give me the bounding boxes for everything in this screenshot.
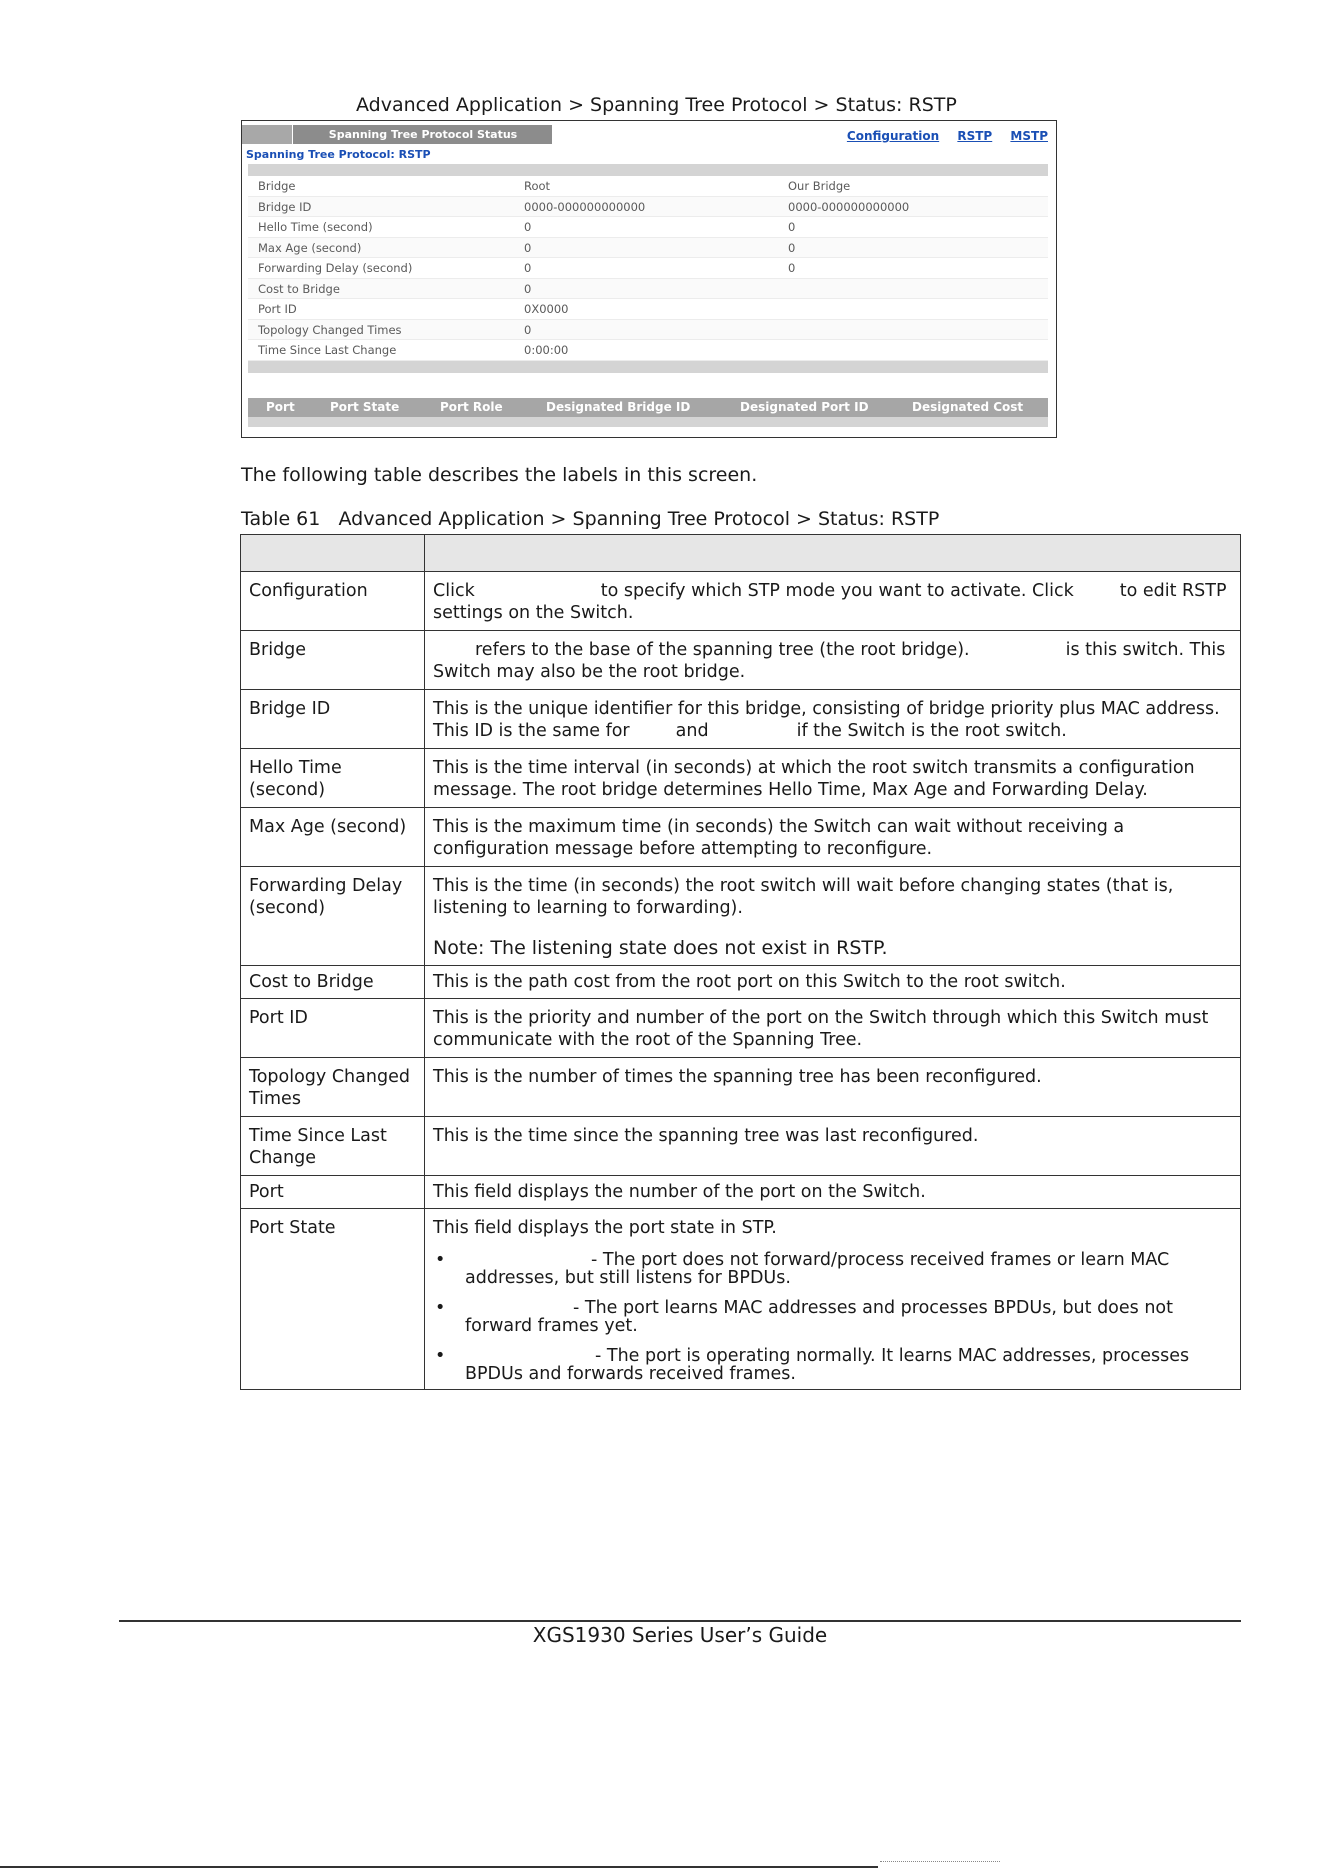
row-label: Cost to Bridge xyxy=(258,281,340,296)
row-description: Click to specify which STP mode you want to activate. Click to edit RSTP settings on the Switch. xyxy=(425,572,1241,631)
bottom-mark xyxy=(880,1861,1000,1870)
bottom-divider xyxy=(0,1866,878,1868)
table-row xyxy=(241,690,1241,749)
row-label: Max Age (second) xyxy=(258,240,362,255)
row-label: Hello Time (second) xyxy=(258,220,373,234)
row-description: This is the path cost from the root port on this Switch to the root switch. xyxy=(425,966,1241,999)
col-designated-cost: Designated Cost xyxy=(912,400,1024,414)
table-row xyxy=(241,1058,1241,1117)
row-description: This is the time interval (in seconds) at which the root switch transmits a configuration message. The root bridge determines Hello Time, Max Age and Forwarding Delay. xyxy=(425,749,1241,808)
status-table xyxy=(248,164,1048,373)
col-port-state: Port State xyxy=(330,400,400,414)
row-description: This is the number of times the spanning tree has been reconfigured. xyxy=(425,1058,1241,1117)
row-description: This field displays the port state in STP. • - The port does not forward/process received frames or learn MAC addresses, but still listens for BPDUs. • - The port learns MAC addresses and processes BPDUs, but does not forward frames yet. • - The port is operating normally. It learns MAC addresses, processes BPDUs and forwards received frames. xyxy=(425,1209,1241,1390)
status-row xyxy=(248,299,1048,320)
table-row xyxy=(241,1176,1241,1209)
table-row xyxy=(241,631,1241,690)
intro-text: The following table describes the labels in this screen. xyxy=(241,464,758,486)
panel-links xyxy=(833,129,1048,143)
row-root-value: 0 xyxy=(524,261,532,275)
row-label: Port ID xyxy=(258,302,297,316)
table-row xyxy=(241,572,1241,631)
mstp-link[interactable]: MSTP xyxy=(1010,129,1048,143)
footer-divider xyxy=(119,1620,1241,1622)
bullet-item: • - The port learns MAC addresses and processes BPDUs, but does not forward frames yet. xyxy=(433,1299,1232,1335)
col-port: Port xyxy=(266,400,295,414)
status-row xyxy=(248,279,1048,300)
status-row xyxy=(248,258,1048,279)
row-label: Cost to Bridge xyxy=(241,966,425,999)
row-our-value: 0 xyxy=(788,261,796,275)
row-description: This is the unique identifier for this bridge, consisting of bridge priority plus MAC address. This ID is the same for and if the Switch is the root switch. xyxy=(425,690,1241,749)
row-root-value: 0:00:00 xyxy=(524,343,569,357)
row-root-value: 0000-000000000000 xyxy=(524,199,646,214)
row-label: Forwarding Delay (second) xyxy=(258,261,413,275)
row-label: Bridge ID xyxy=(241,690,425,749)
row-description: This is the priority and number of the port on the Switch through which this Switch must communicate with the root of the Spanning Tree. xyxy=(425,999,1241,1058)
row-label: Max Age (second) xyxy=(241,808,425,867)
row-label: Hello Time (second) xyxy=(241,749,425,808)
row-root-value: 0 xyxy=(524,322,532,337)
stp-status-screenshot xyxy=(241,120,1057,438)
row-label: Bridge ID xyxy=(258,199,312,214)
panel-tab xyxy=(242,125,552,144)
row-root-value: 0X0000 xyxy=(524,302,569,316)
row-our-value: 0 xyxy=(788,240,796,255)
table-row xyxy=(241,1117,1241,1176)
bullet-item: • - The port does not forward/process received frames or learn MAC addresses, but still listens for BPDUs. xyxy=(433,1251,1232,1287)
note-text: Note: The listening state does not exist in RSTP. xyxy=(433,937,888,959)
port-table-header xyxy=(248,398,1048,427)
row-label: Port ID xyxy=(241,999,425,1058)
page-footer: XGS1930 Series User’s Guide xyxy=(532,1623,828,1647)
row-root-value: 0 xyxy=(524,281,532,296)
row-label: Configuration xyxy=(241,572,425,631)
status-row xyxy=(248,340,1048,361)
header-bridge: Bridge xyxy=(258,179,296,193)
configuration-link[interactable]: Configuration xyxy=(846,129,940,143)
table-row xyxy=(241,999,1241,1058)
row-label: Port State xyxy=(241,1209,425,1390)
row-label: Time Since Last Change xyxy=(241,1117,425,1176)
row-description: refers to the base of the spanning tree (the root bridge). is this switch. This Switch may also be the root bridge. xyxy=(425,631,1241,690)
row-our-value: 0000-000000000000 xyxy=(788,199,910,214)
row-description: This is the time (in seconds) the root switch will wait before changing states (that is, listening to learning to forwarding). Note: The listening state does not exist in RSTP. xyxy=(425,867,1241,966)
table-row xyxy=(241,808,1241,867)
row-root-value: 0 xyxy=(524,240,532,255)
status-row xyxy=(248,217,1048,238)
rstp-link[interactable]: RSTP xyxy=(957,129,993,143)
row-label: Bridge xyxy=(241,631,425,690)
col-designated-port-id: Designated Port ID xyxy=(740,400,869,414)
row-description: This is the maximum time (in seconds) the Switch can wait without receiving a configuration message before attempting to reconfigure. xyxy=(425,808,1241,867)
status-header-row xyxy=(248,176,1048,197)
header-our-bridge: Our Bridge xyxy=(788,179,851,193)
col-port-role: Port Role xyxy=(440,400,503,414)
row-root-value: 0 xyxy=(524,220,532,234)
row-label: Time Since Last Change xyxy=(258,343,397,357)
bullet-item: • - The port is operating normally. It learns MAC addresses, processes BPDUs and forwards received frames. xyxy=(433,1347,1232,1383)
table-row xyxy=(241,749,1241,808)
status-row xyxy=(248,238,1048,259)
panel-subtitle: Spanning Tree Protocol: RSTP xyxy=(246,148,431,161)
row-label: Port xyxy=(241,1176,425,1209)
table-header-row xyxy=(241,535,1241,572)
table-row xyxy=(241,1209,1241,1390)
row-label: Topology Changed Times xyxy=(241,1058,425,1117)
row-label: Topology Changed Times xyxy=(258,322,402,337)
label-description-table xyxy=(240,534,1241,1390)
table-row xyxy=(241,867,1241,966)
row-our-value: 0 xyxy=(788,220,796,234)
screen-caption: Advanced Application > Spanning Tree Protocol > Status: RSTP xyxy=(356,94,957,116)
col-designated-bridge-id: Designated Bridge ID xyxy=(546,400,691,414)
table-row xyxy=(241,966,1241,999)
panel-tab-title: Spanning Tree Protocol Status xyxy=(328,128,518,141)
status-row xyxy=(248,197,1048,218)
row-description: This field displays the number of the port on the Switch. xyxy=(425,1176,1241,1209)
status-row xyxy=(248,320,1048,341)
header-root: Root xyxy=(524,179,551,193)
row-description: This is the time since the spanning tree was last reconfigured. xyxy=(425,1117,1241,1176)
row-label: Forwarding Delay (second) xyxy=(241,867,425,966)
table-caption: Table 61 Advanced Application > Spanning Tree Protocol > Status: RSTP xyxy=(241,508,940,530)
